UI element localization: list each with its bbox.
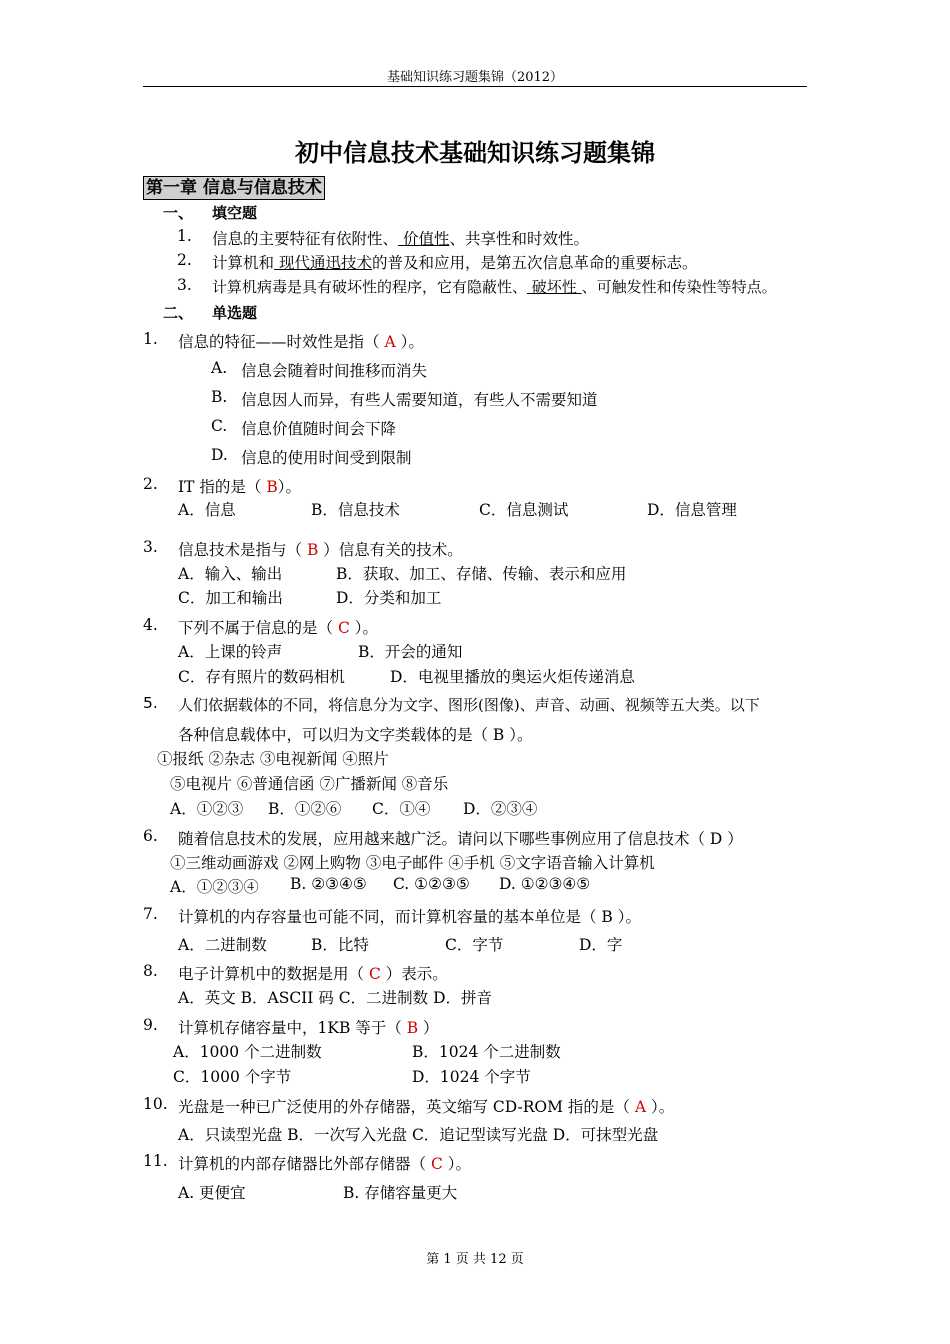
option: C．字节	[445, 936, 504, 954]
question-text: 计算机的内部存储器比外部存储器（ C ）。	[178, 1155, 471, 1173]
header-rule	[143, 86, 807, 87]
option: D．分类和加工	[336, 589, 442, 607]
answer: C	[368, 965, 381, 983]
option-letter: A.	[211, 359, 228, 377]
section-label: 单选题	[212, 304, 258, 322]
option: 信息会随着时间推移而消失	[241, 362, 428, 380]
option-line: A．只读型光盘 B．一次写入光盘 C．追记型读写光盘 D．可抹型光盘	[178, 1126, 659, 1144]
option: B．①②⑥	[268, 800, 342, 818]
option: D．电视里播放的奥运火炬传递消息	[390, 668, 635, 686]
option: D．字	[579, 936, 623, 954]
option-letter: C.	[211, 417, 228, 435]
option: B. ②③④⑤	[290, 875, 367, 893]
section-label: 填空题	[212, 204, 258, 222]
option: A．上课的铃声	[178, 643, 283, 661]
fill-item: 信息的主要特征有依附性、 价值性、共享性和时效性。	[212, 230, 589, 248]
item-list: ①三维动画游戏 ②网上购物 ③电子邮件 ④手机 ⑤文字语音输入计算机	[170, 854, 655, 872]
question-number: 8.	[143, 962, 158, 980]
option: B．开会的通知	[358, 643, 463, 661]
question-text: 光盘是一种已广泛使用的外存储器，英文缩写 CD-ROM 指的是（ A ）。	[178, 1098, 675, 1116]
option: B. 存储容量更大	[343, 1184, 458, 1202]
answer: B	[406, 1019, 419, 1037]
question-text: 信息技术是指与（ B ）信息有关的技术。	[178, 541, 463, 559]
option: 信息价值随时间会下降	[241, 420, 397, 438]
option: B．获取、加工、存储、传输、表示和应用	[336, 565, 627, 583]
answer: A	[634, 1098, 647, 1116]
option: C. ①②③⑤	[393, 875, 470, 893]
option: C．加工和输出	[178, 589, 283, 607]
section-number: 一、	[163, 204, 194, 222]
question-number: 11.	[143, 1152, 168, 1170]
question-number: 5.	[143, 694, 158, 712]
question-text: 下列不属于信息的是（ C ）。	[178, 619, 378, 637]
answer: C	[337, 619, 350, 637]
option: C．1000 个字节	[173, 1068, 292, 1086]
answer: A	[384, 333, 396, 351]
option: D．②③④	[463, 800, 538, 818]
item-list: ①报纸 ②杂志 ③电视新闻 ④照片	[157, 750, 389, 768]
option: A．二进制数	[178, 936, 267, 954]
option-letter: B.	[211, 388, 228, 406]
option: A．信息	[178, 501, 236, 519]
answer: C	[430, 1155, 443, 1173]
answer: B	[266, 478, 278, 496]
question-number: 6.	[143, 827, 158, 845]
option: A．1000 个二进制数	[173, 1043, 322, 1061]
fill-item: 计算机病毒是具有破坏性的程序，它有隐蔽性、 破坏性 、可触发性和传染性等特点。	[212, 278, 777, 296]
question-number: 9.	[143, 1016, 158, 1034]
page-footer: 第 1 页 共 12 页	[426, 1252, 524, 1267]
option: B．比特	[311, 936, 369, 954]
question-text: 随着信息技术的发展，应用越来越广泛。请问以下哪些事例应用了信息技术（ D ）	[178, 830, 743, 848]
question-number: 7.	[143, 905, 158, 923]
option: C．①④	[372, 800, 431, 818]
option: D．信息管理	[647, 501, 737, 519]
option: 信息因人而异，有些人需要知道，有些人不需要知道	[241, 391, 598, 409]
option-line: A．英文 B．ASCII 码 C．二进制数 D．拼音	[178, 989, 492, 1007]
question-text: 计算机的内存容量也可能不同，而计算机容量的基本单位是（ B ）。	[178, 908, 641, 926]
option: A．①②③④	[170, 878, 259, 896]
option: A. 更便宜	[178, 1184, 246, 1202]
question-number: 2.	[143, 475, 158, 493]
question-number: 3.	[143, 538, 158, 556]
chapter-heading: 第一章 信息与信息技术	[143, 176, 325, 200]
fill-item: 计算机和 现代通迅技术的普及和应用，是第五次信息革命的重要标志。	[212, 254, 698, 272]
item-list: ⑤电视片 ⑥普通信函 ⑦广播新闻 ⑧音乐	[170, 775, 449, 793]
option: B．1024 个二进制数	[412, 1043, 561, 1061]
fill-number: 3.	[177, 276, 192, 294]
answer: B	[306, 541, 319, 559]
question-text: 信息的特征——时效性是指（ A ）。	[178, 333, 424, 351]
option: C．信息测试	[479, 501, 569, 519]
fill-number: 1.	[177, 227, 192, 245]
question-text: 各种信息载体中，可以归为文字类载体的是（ B ）。	[178, 726, 533, 744]
question-number: 1.	[143, 330, 158, 348]
fill-number: 2.	[177, 251, 192, 269]
option: C．存有照片的数码相机	[178, 668, 345, 686]
question-text: 电子计算机中的数据是用（ C ）表示。	[178, 965, 448, 983]
running-header: 基础知识练习题集锦（2012）	[386, 70, 564, 85]
option: 信息的使用时间受到限制	[241, 449, 412, 467]
question-number: 4.	[143, 616, 158, 634]
page-title: 初中信息技术基础知识练习题集锦	[295, 138, 655, 167]
question-text: IT 指的是（ B）。	[178, 478, 301, 496]
option: A．①②③	[170, 800, 244, 818]
question-text: 人们依据载体的不同，将信息分为文字、图形(图像)、声音、动画、视频等五大类。以下	[178, 696, 760, 714]
section-number: 二、	[163, 304, 194, 322]
question-text: 计算机存储容量中，1KB 等于（ B ）	[178, 1019, 439, 1037]
question-number: 10.	[143, 1095, 168, 1113]
option: B．信息技术	[311, 501, 400, 519]
option-letter: D.	[211, 446, 228, 464]
option: D. ①②③④⑤	[499, 875, 591, 893]
option: D．1024 个字节	[412, 1068, 531, 1086]
option: A．输入、输出	[178, 565, 283, 583]
